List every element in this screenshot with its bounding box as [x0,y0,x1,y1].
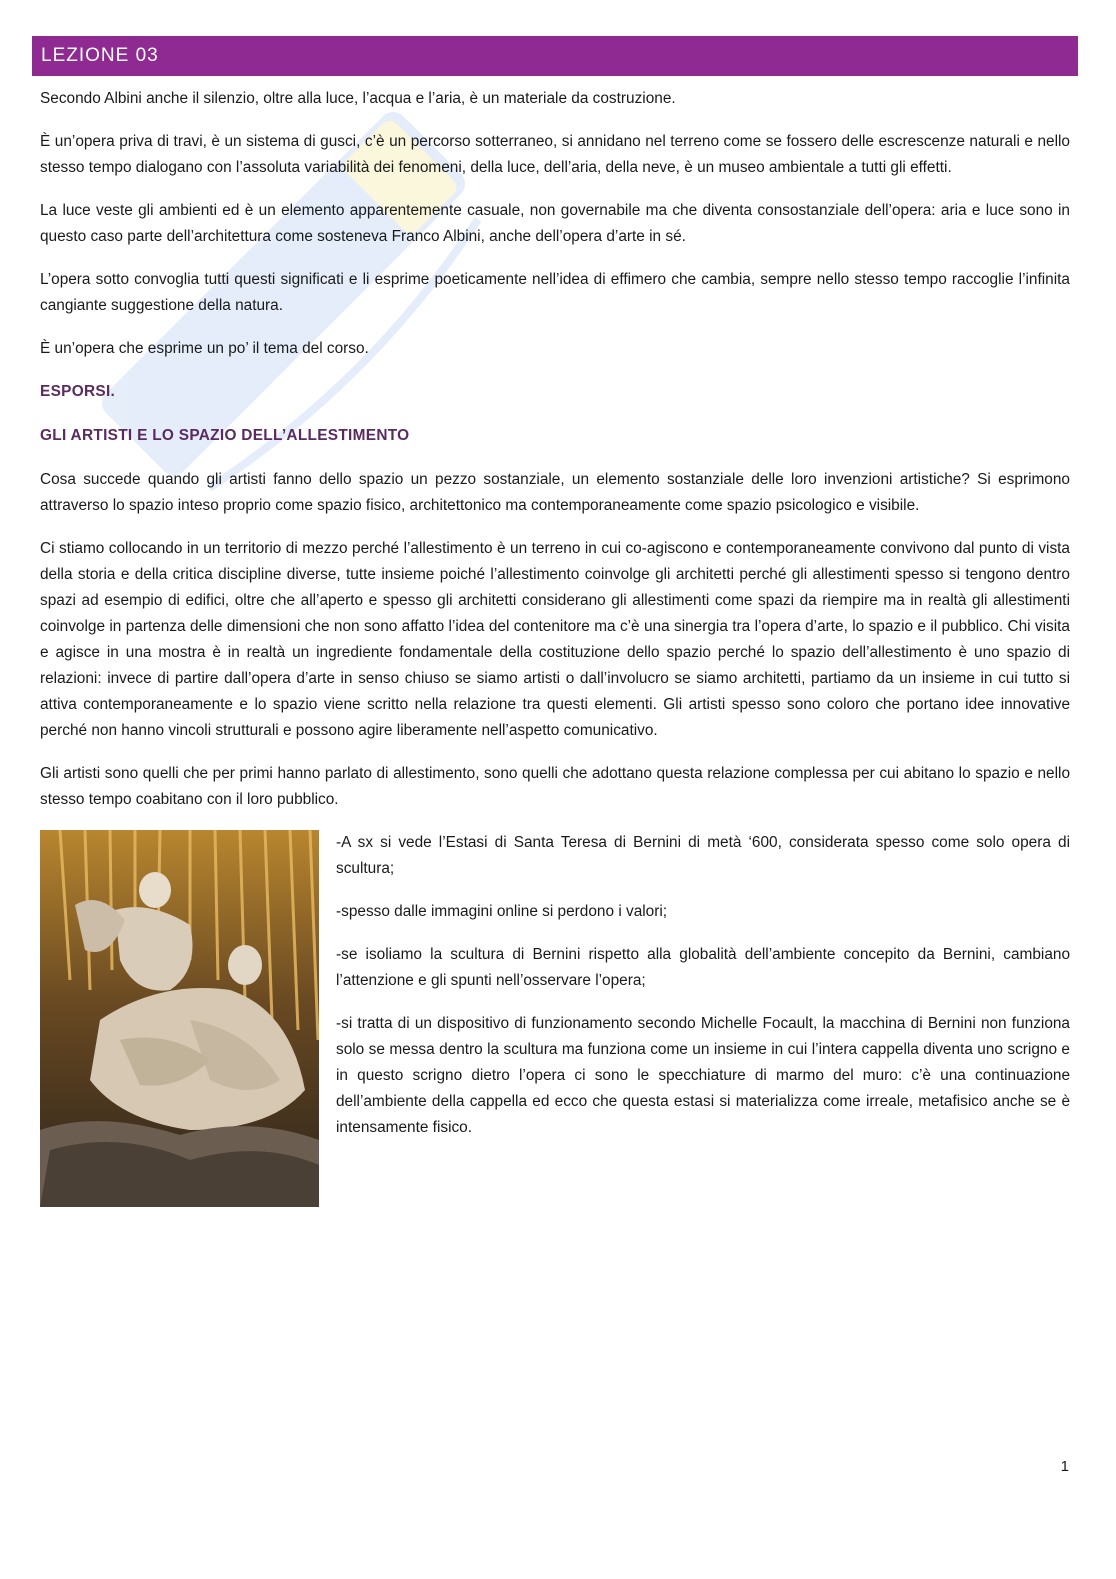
paragraph: Cosa succede quando gli artisti fanno dello spazio un pezzo sostanziale, un elemento sostanziale delle loro invenzioni artistiche? Si esprimono attraverso lo spazio inteso proprio come spazio fisico, architettonico ma contemporaneamente come spazio psicologico e visibile. [40,471,1070,514]
lesson-header [32,36,1078,76]
paragraph: È un’opera priva di travi, è un sistema di gusci, c’è un percorso sotterraneo, si annidano nel terreno come se fossero delle escrescenze naturali e nello stesso tempo dialogano con l’assoluta variabilità dei fenomeni, della luce, dell’aria, della neve, è un museo ambientale a tutti gli effetti. [40,133,1070,176]
sculpture-photo [40,830,319,1207]
paragraph: Gli artisti sono quelli che per primi hanno parlato di allestimento, sono quelli che adottano questa relazione complessa per cui abitano lo spazio e nello stesso tempo coabitano con il loro pubblico. [40,765,1070,808]
figure-notes [336,830,1070,1207]
figure-note: -se isoliamo la scultura di Bernini rispetto alla globalità dell’ambiente concepito da Bernini, cambiano l’attenzione e gli spunti nell’osservare l’opera; [336,946,1070,989]
figure-note: -spesso dalle immagini online si perdono i valori; [336,903,668,920]
paragraph: La luce veste gli ambienti ed è un elemento apparentemente casuale, non governabile ma che diventa consostanziale dell’opera: aria e luce sono in questo caso parte dell’architettura come sosteneva Franco Albini, anche dell’opera d’arte in sé. [40,202,1070,245]
page-content [40,86,1070,1207]
section-label: ESPORSI. [40,383,116,400]
paragraph: Secondo Albini anche il silenzio, oltre alla luce, l’acqua e l’aria, è un materiale da costruzione. [40,90,676,107]
figure-row [40,830,1070,1207]
page-number: 1 [1060,1458,1069,1475]
paragraph: Ci stiamo collocando in un territorio di mezzo perché l’allestimento è un terreno in cui co-agiscono e contemporaneamente convivono dal punto di vista della storia e della critica discipline diverse, tutte insieme poiché l’allestimento coinvolge gli architetti perché gli allestimenti spesso si tengono dentro spazi ad esempio di edifici, oltre che all’aperto e spesso gli architetti considerano gli allestimenti come spazi da riempire ma in realtà gli allestimenti coinvolge in partenza delle dimensioni che non sono affatto l’idea del contenitore ma c’è una sinergia tra l’opera d’arte, lo spazio e il pubblico. Chi visita e agisce in una mostra è in realtà un ingrediente fondamentale della costituzione dello spazio perché lo spazio dell’allestimento è uno spazio di relazioni: invece di partire dall’opera d’arte in senso chiuso se siamo artisti o dall’involucro se siamo architetti, partiamo da un insieme in cui tutto si attiva contemporaneamente e lo spazio viene scritto nella relazione tra questi elementi. Gli artisti spesso sono coloro che portano idee innovative perché non hanno vincoli strutturali e possono agire liberamente nell’aspetto comunicativo. [40,540,1070,739]
figure-note: -si tratta di un dispositivo di funzionamento secondo Michelle Focault, la macchina di Bernini non funziona solo se messa dentro la scultura ma funziona come un insieme in cui l’intera cappella diventa uno scrigno e in questo scrigno dietro l’opera ci sono le specchiature di marmo del muro: c’è una continuazione dell’ambiente della cappella ed ecco che questa estasi si materializza come irreale, metafisico anche se è intensamente fisico. [336,1015,1070,1136]
paragraph: È un’opera che esprime un po’ il tema del corso. [40,340,369,357]
lesson-title: LEZIONE 03 [41,45,159,66]
section-heading: GLI ARTISTI E LO SPAZIO DELL’ALLESTIMENTO [40,427,410,444]
figure-note: -A sx si vede l’Estasi di Santa Teresa di Bernini di metà ‘600, considerata spesso come solo opera di scultura; [336,834,1070,877]
paragraph: L’opera sotto convoglia tutti questi significati e li esprime poeticamente nell’idea di effimero che cambia, sempre nello stesso tempo raccoglie l’infinita cangiante suggestione della natura. [40,271,1070,314]
